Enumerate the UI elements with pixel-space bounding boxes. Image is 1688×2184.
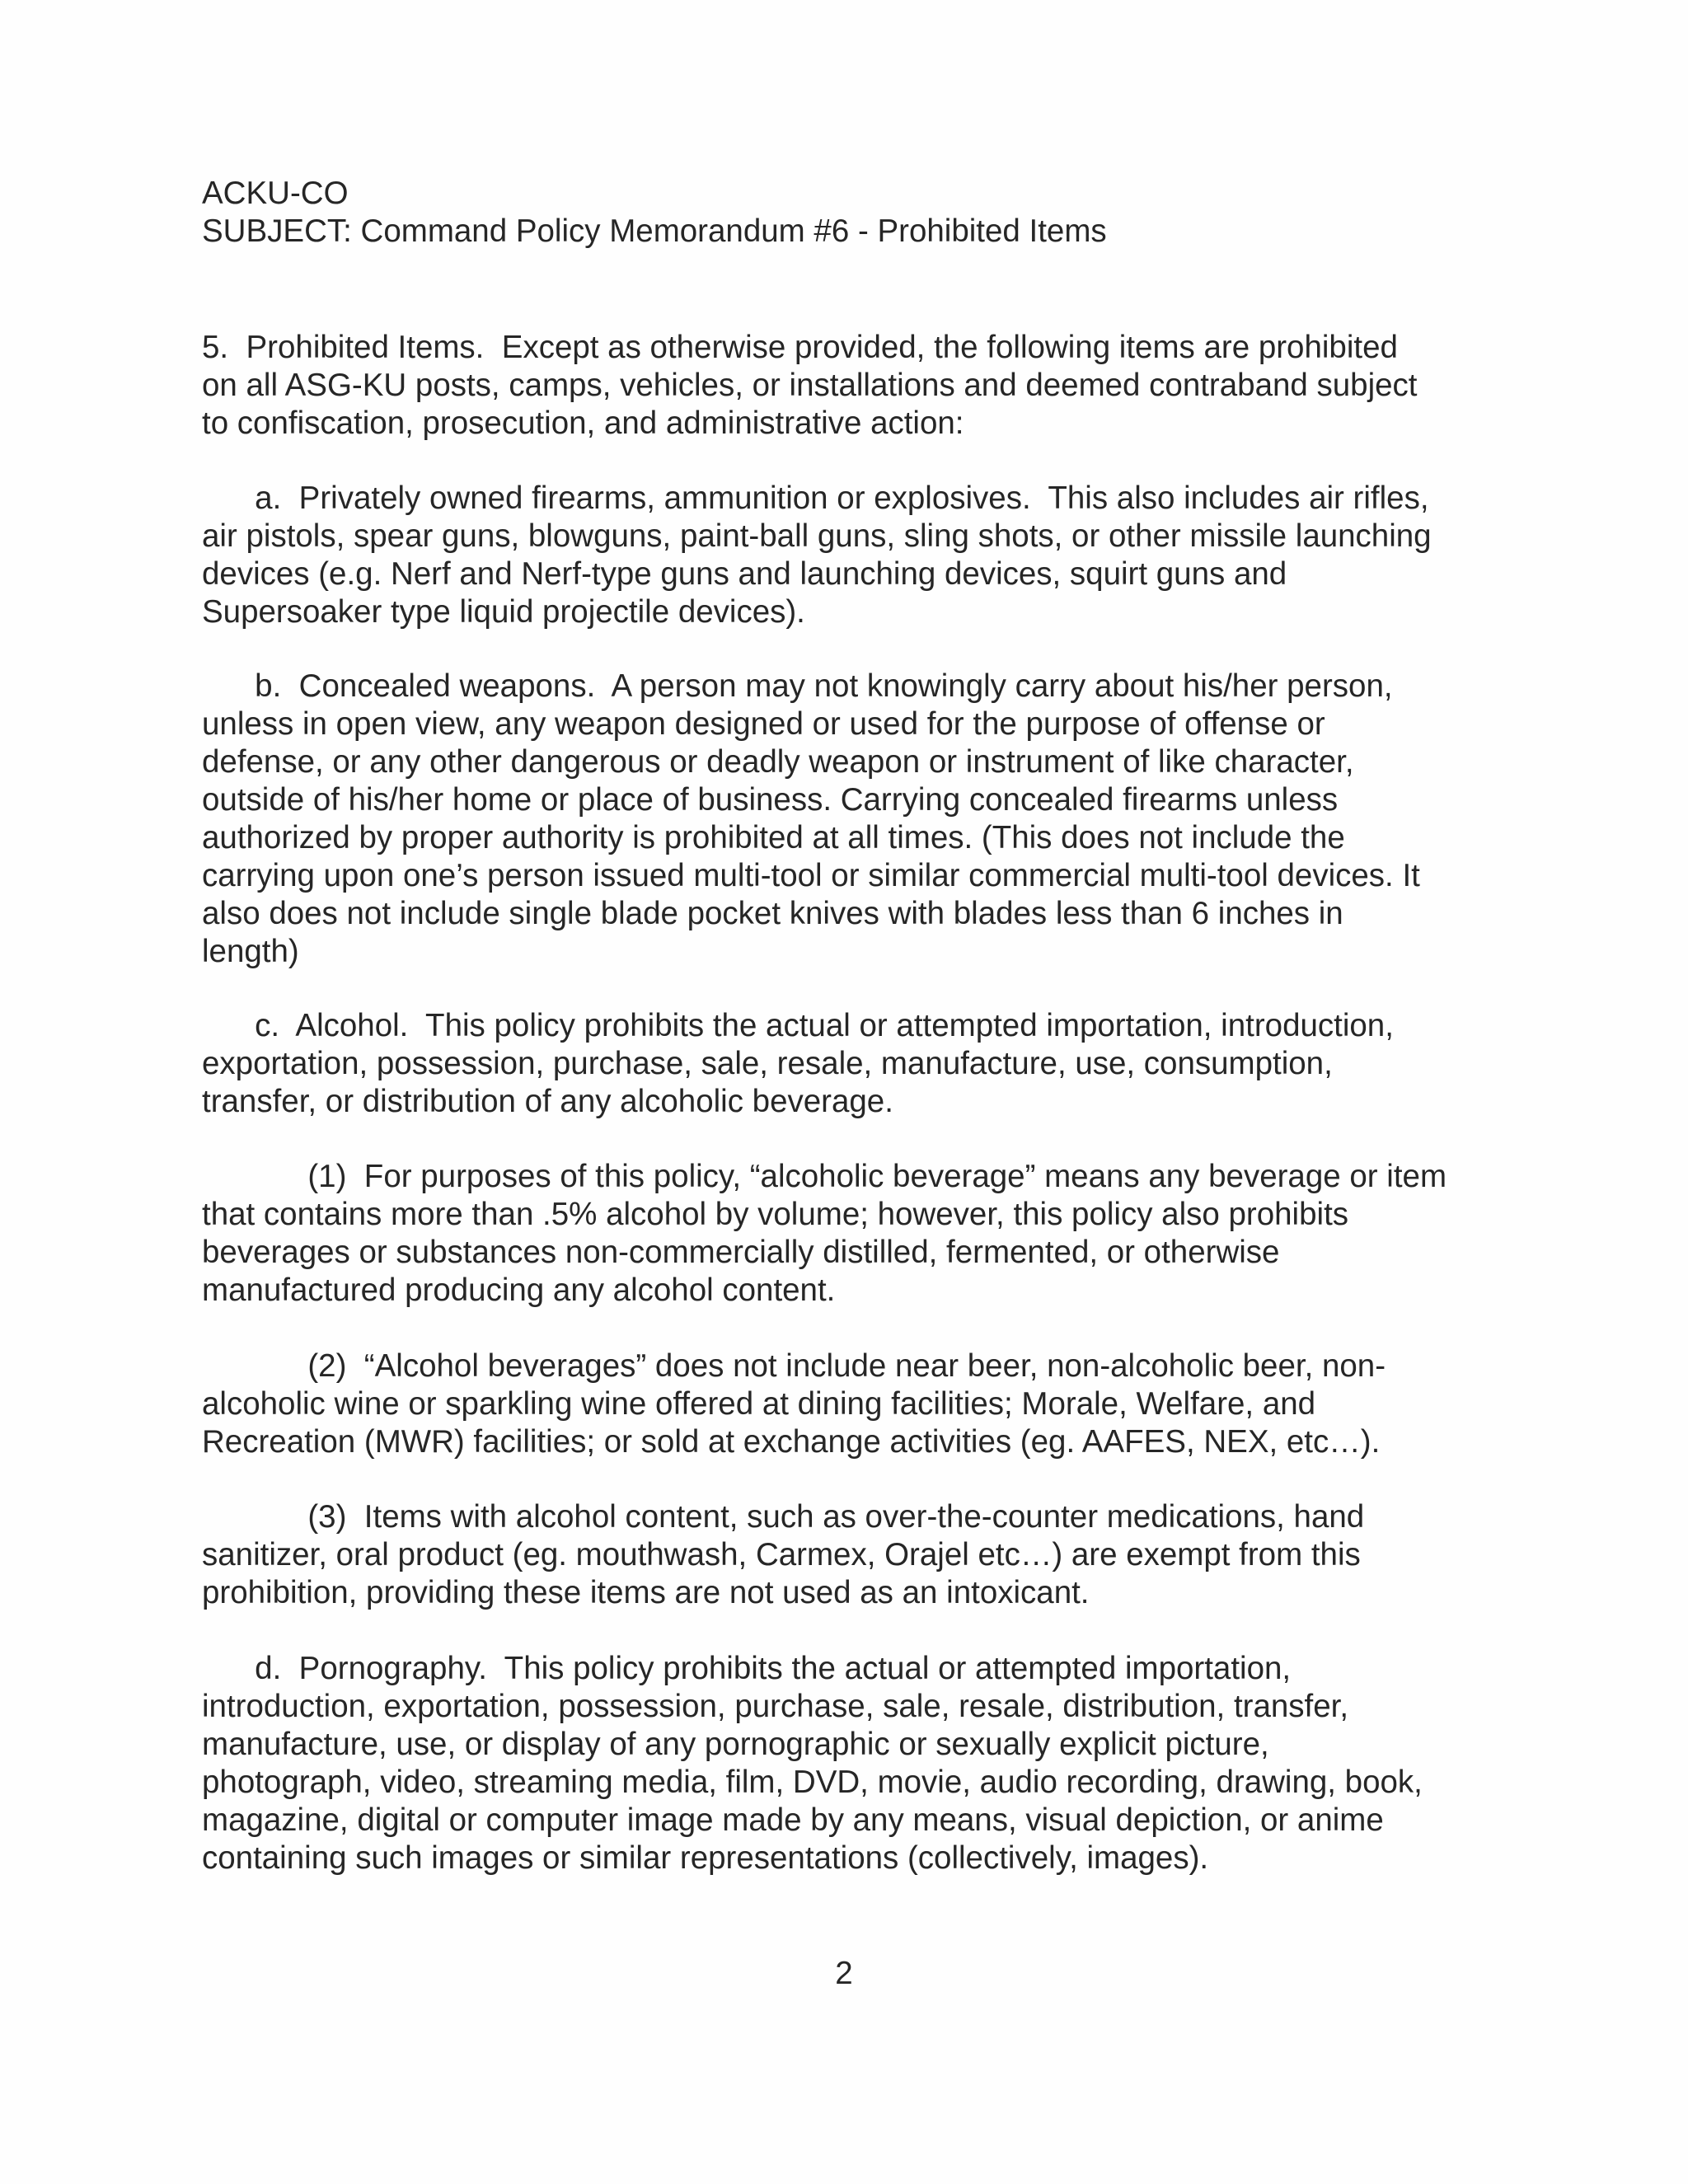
- paragraph-line: 5. Prohibited Items. Except as otherwise provided, the following items are prohibited: [202, 330, 1398, 365]
- paragraph-line: manufacture, use, or display of any pornographic or sexually explicit picture,: [202, 1727, 1269, 1762]
- paragraph-line: a. Privately owned firearms, ammunition or explosives. This also includes air rifles,: [202, 480, 1429, 516]
- paragraph-line: magazine, digital or computer image made by any means, visual depiction, or anime: [202, 1802, 1384, 1838]
- paragraph-line: Recreation (MWR) facilities; or sold at exchange activities (eg. AAFES, NEX, etc…).: [202, 1424, 1381, 1460]
- paragraph-line: air pistols, spear guns, blowguns, paint-ball guns, sling shots, or other missile launching: [202, 518, 1432, 554]
- paragraph-line: introduction, exportation, possession, purchase, sale, resale, distribution, transfer,: [202, 1689, 1349, 1724]
- office-symbol: ACKU-CO: [202, 176, 349, 211]
- paragraph-line: exportation, possession, purchase, sale, resale, manufacture, use, consumption,: [202, 1046, 1333, 1081]
- paragraph-line: authorized by proper authority is prohibited at all times. (This does not include the: [202, 820, 1345, 855]
- paragraph-line: b. Concealed weapons. A person may not knowingly carry about his/her person,: [202, 668, 1393, 704]
- paragraph-line: to confiscation, prosecution, and administrative action:: [202, 405, 964, 441]
- paragraph-5b-concealed-weapons: [202, 668, 1488, 971]
- paragraph-5c1-alcohol-definition: [202, 1158, 1488, 1310]
- paragraph-line: on all ASG-KU posts, camps, vehicles, or installations and deemed contraband subject: [202, 368, 1418, 403]
- paragraph-5-prohibited-items: [202, 329, 1488, 443]
- paragraph-line: alcoholic wine or sparkling wine offered at dining facilities; Morale, Welfare, and: [202, 1386, 1316, 1422]
- paragraph-line: (3) Items with alcohol content, such as over-the-counter medications, hand: [202, 1499, 1365, 1535]
- paragraph-line: length): [202, 934, 299, 969]
- paragraph-5c3-exemptions: [202, 1498, 1488, 1612]
- paragraph-line: manufactured producing any alcohol content.: [202, 1272, 836, 1308]
- memo-header: [202, 175, 1488, 251]
- paragraph-5c2-exclusions: [202, 1347, 1488, 1461]
- paragraph-line: also does not include single blade pocket knives with blades less than 6 inches in: [202, 896, 1343, 931]
- paragraph-line: unless in open view, any weapon designed or used for the purpose of offense or: [202, 706, 1325, 742]
- paragraph-line: containing such images or similar representations (collectively, images).: [202, 1840, 1209, 1876]
- paragraph-line: Supersoaker type liquid projectile devices).: [202, 594, 805, 630]
- paragraph-line: (1) For purposes of this policy, “alcoholic beverage” means any beverage or item: [202, 1159, 1447, 1194]
- paragraph-line: devices (e.g. Nerf and Nerf-type guns and launching devices, squirt guns and: [202, 556, 1287, 592]
- paragraph-line: prohibition, providing these items are not used as an intoxicant.: [202, 1575, 1090, 1610]
- paragraph-line: that contains more than .5% alcohol by volume; however, this policy also prohibits: [202, 1197, 1349, 1232]
- paragraph-5a-firearms: [202, 480, 1488, 631]
- paragraph-5c-alcohol: [202, 1007, 1488, 1121]
- paragraph-line: (2) “Alcohol beverages” does not include near beer, non-alcoholic beer, non-: [202, 1348, 1386, 1384]
- page-number: 2: [835, 1956, 853, 1991]
- paragraph-line: beverages or substances non-commercially distilled, fermented, or otherwise: [202, 1235, 1280, 1270]
- paragraph-line: sanitizer, oral product (eg. mouthwash, Carmex, Orajel etc…) are exempt from this: [202, 1537, 1361, 1572]
- paragraph-line: transfer, or distribution of any alcoholic beverage.: [202, 1084, 893, 1119]
- paragraph-line: carrying upon one’s person issued multi-tool or similar commercial multi-tool devices. It: [202, 858, 1420, 893]
- paragraph-line: defense, or any other dangerous or deadly weapon or instrument of like character,: [202, 744, 1354, 780]
- paragraph-line: d. Pornography. This policy prohibits the actual or attempted importation,: [202, 1651, 1292, 1686]
- paragraph-line: outside of his/her home or place of business. Carrying concealed firearms unless: [202, 782, 1339, 818]
- paragraph-line: photograph, video, streaming media, film, DVD, movie, audio recording, drawing, book,: [202, 1765, 1423, 1800]
- paragraph-line: c. Alcohol. This policy prohibits the actual or attempted importation, introduction,: [202, 1008, 1394, 1043]
- paragraph-5d-pornography: [202, 1650, 1488, 1877]
- subject-line: SUBJECT: Command Policy Memorandum #6 - Prohibited Items: [202, 213, 1107, 249]
